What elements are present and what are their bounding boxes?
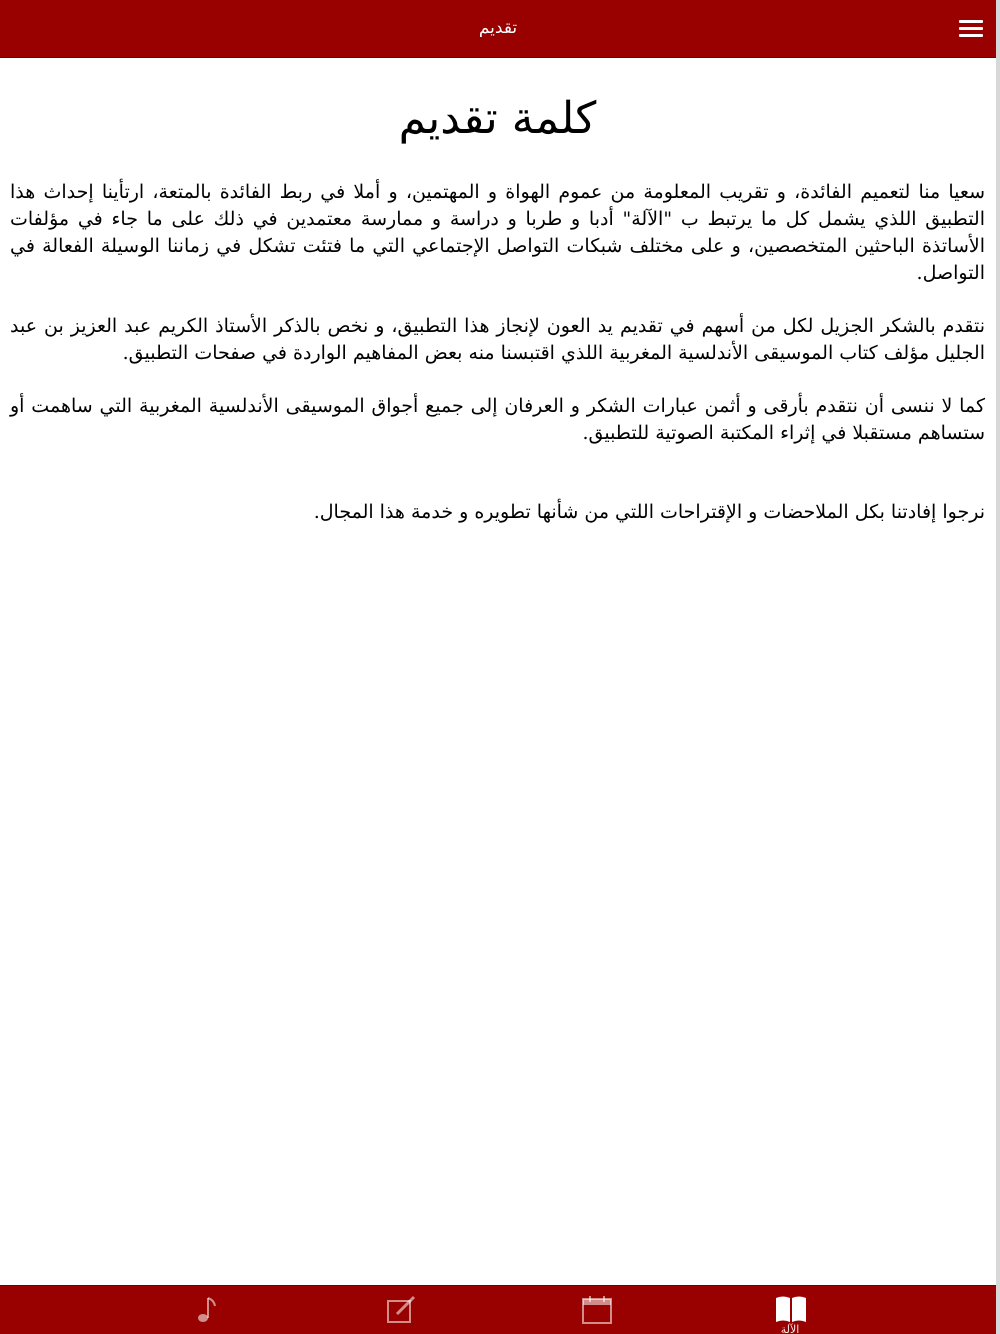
- tab-edit[interactable]: [310, 1286, 490, 1334]
- tab-book-label: الآلة: [780, 1323, 800, 1334]
- tab-music[interactable]: [116, 1286, 296, 1334]
- intro-paragraph-3: كما لا ننسى أن نتقدم بأرقى و أثمن عبارات الشكر و العرفان إلى جميع أجواق الموسيقى الأندلسية المغربية التي ساهمت أو ستساهم مستقبلا في إثراء المكتبة الصوتية للتطبيق.: [10, 395, 985, 444]
- book-icon: [774, 1294, 808, 1324]
- hamburger-menu-icon[interactable]: [956, 16, 986, 42]
- intro-paragraph-4: نرجوا إفادتنا بكل الملاحضات و الإقتراحات اللتي من شأنها تطويره و خدمة هذا المجال.: [313, 501, 985, 523]
- calendar-icon: [580, 1294, 614, 1324]
- bottom-tab-bar: [0, 1285, 996, 1334]
- tab-book[interactable]: [700, 1286, 880, 1334]
- edit-icon: [384, 1294, 418, 1324]
- page-title: كلمة تقديم: [398, 93, 597, 144]
- scroll-edge: [996, 0, 1000, 1334]
- top-app-bar: [0, 0, 996, 58]
- music-note-icon: [190, 1294, 224, 1324]
- intro-paragraph-2: نتقدم بالشكر الجزيل لكل من أسهم في تقديم يد العون لإنجاز هذا التطبيق، و نخص بالذكر الأستاذ الكريم عبد العزيز بن عبد الجليل مؤلف كتاب الموسيقى الأندلسية المغربية اللذي اقتبسنا منه بعض المفاهيم الواردة في صفحات التطبيق.: [10, 315, 985, 364]
- header-title: تقديم: [478, 18, 518, 38]
- intro-content: [10, 57, 985, 526]
- tab-calendar[interactable]: [506, 1286, 686, 1334]
- intro-paragraph-1: سعيا منا لتعميم الفائدة، و تقريب المعلومة من عموم الهواة و المهتمين، و أملا في ربط الفائدة بالمتعة، ارتأينا إحداث هذا التطبيق اللذي يشمل كل ما يرتبط ب "الآلة" أدبا و طربا و دراسة و ممارسة معتمدين في ذلك على ما جاء في مؤلفات الأساتذة الباحثين المتخصصين، و على مختلف شبكات التواصل الإجتماعي التي ما فتئت تشكل في زماننا الوسيلة الفعالة في التواصل.: [10, 181, 985, 284]
